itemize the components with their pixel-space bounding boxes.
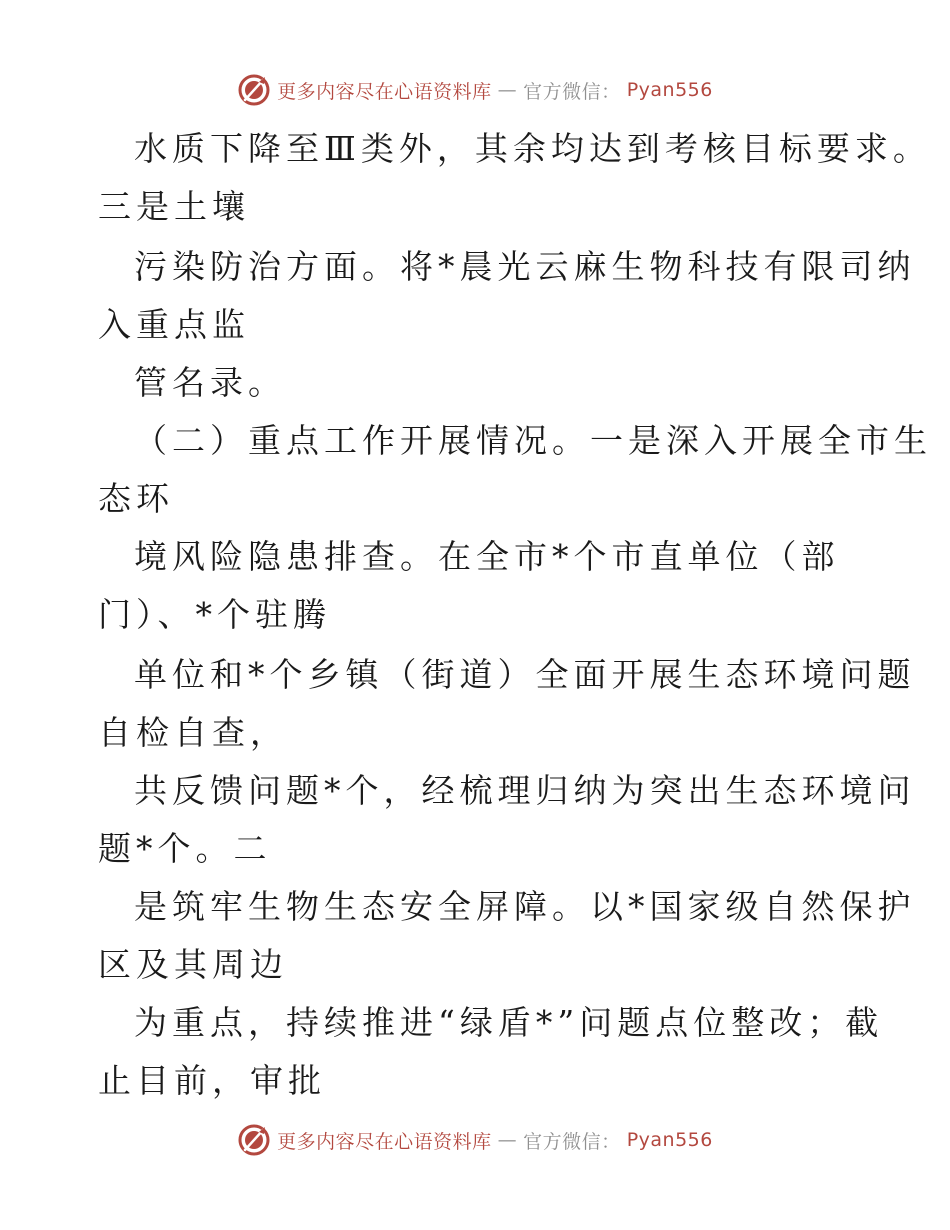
text-line: 是筑牢生物生态安全屏障。以*国家级自然保护 — [134, 887, 916, 926]
text-line: （二）重点工作开展情况。一是深入开展全市生 — [134, 421, 932, 460]
watermark-wechat-id: Pyan556 — [626, 1129, 713, 1151]
text-line: 入重点监 — [98, 305, 250, 344]
text-line: 止目前，审批 — [98, 1061, 326, 1100]
text-line: 管名录。 — [134, 363, 286, 402]
footer-watermark — [0, 1120, 950, 1160]
text-line: 题*个。二 — [98, 829, 272, 868]
quill-logo-icon — [237, 73, 271, 107]
quill-logo-icon — [237, 1123, 271, 1157]
text-line: 为重点，持续推进“绿盾*”问题点位整改；截 — [134, 1003, 884, 1042]
text-line: 门）、*个驻腾 — [98, 595, 331, 634]
watermark-wechat-label: 官方微信： — [523, 1130, 621, 1153]
watermark-wechat-label: 官方微信： — [523, 80, 621, 103]
watermark-text: 更多内容尽在心语资料库 — [277, 1130, 492, 1153]
text-line: 态环 — [98, 479, 174, 518]
watermark-wechat-id: Pyan556 — [626, 79, 713, 101]
text-line: 水质下降至Ⅲ类外，其余均达到考核目标要求。 — [134, 129, 931, 168]
text-line: 区及其周边 — [98, 945, 288, 984]
watermark-text: 更多内容尽在心语资料库 — [277, 80, 492, 103]
watermark-separator: — — [497, 1129, 518, 1151]
text-line: 自检自查， — [98, 713, 288, 752]
text-line: 共反馈问题*个，经梳理归纳为突出生态环境问 — [134, 771, 916, 810]
header-watermark — [0, 70, 950, 110]
watermark-separator: — — [497, 79, 518, 101]
text-line: 污染防治方面。将*晨光云麻生物科技有限司纳 — [134, 247, 916, 286]
text-line: 三是土壤 — [98, 187, 250, 226]
text-line: 单位和*个乡镇（街道）全面开展生态环境问题 — [134, 655, 916, 694]
text-line: 境风险隐患排查。在全市*个市直单位（部 — [134, 537, 840, 576]
